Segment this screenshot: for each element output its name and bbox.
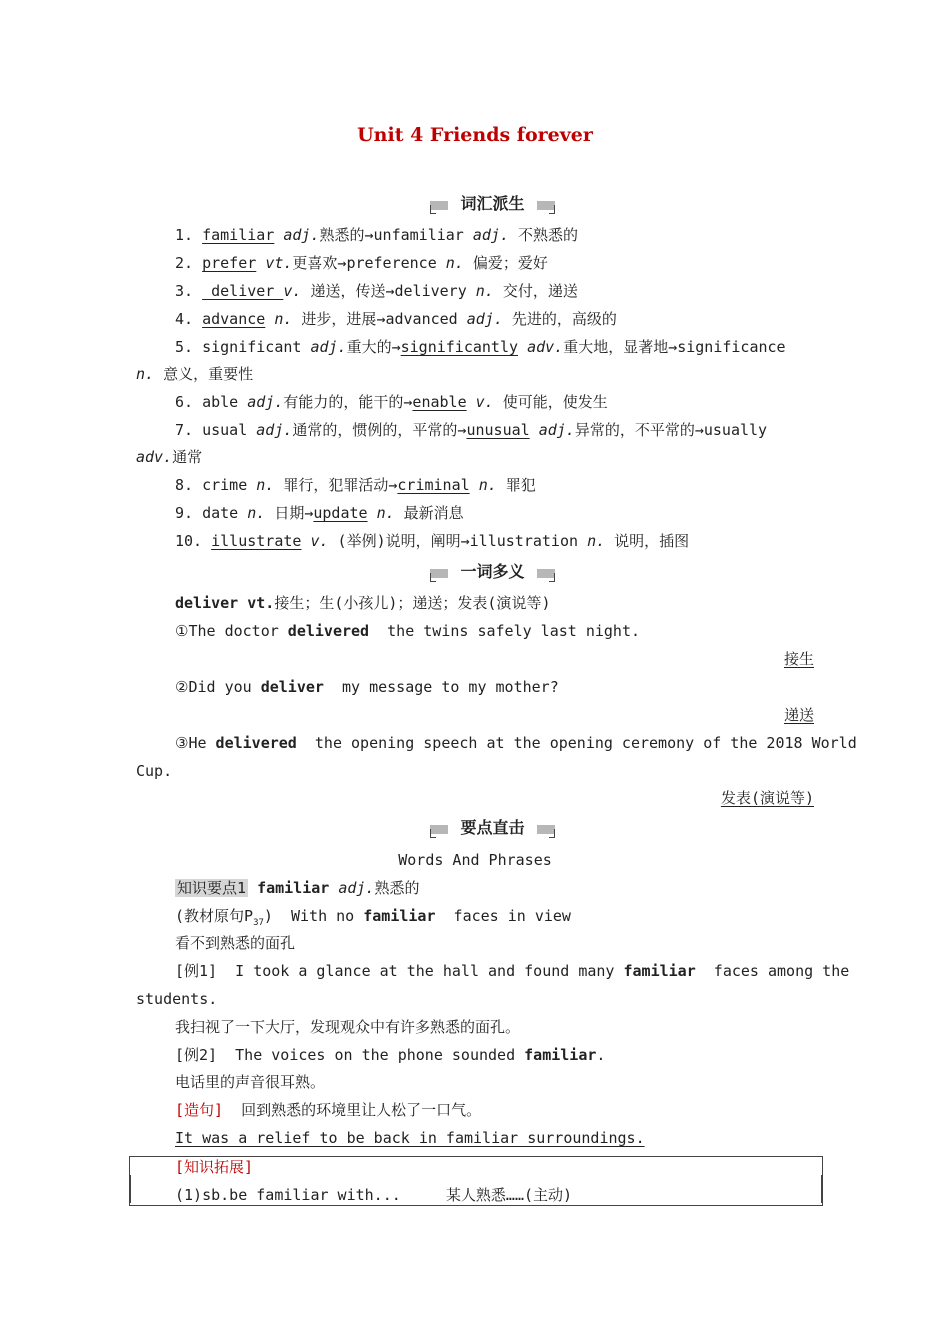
- polysemy-example-1: ①The doctor delivered the twins safely last night.: [175, 622, 641, 640]
- make-sentence: [造句] 回到熟悉的环境里让人松了一口气。: [175, 1101, 482, 1119]
- knowledge-tag: 知识要点1: [177, 879, 247, 897]
- polysemy-example-2: ②Did you deliver my message to my mother?: [175, 678, 559, 696]
- section-banner-vocab: [430, 194, 555, 216]
- vocab-item-6: 6. able adj.有能力的，能干的→enable v. 使可能，使发生: [175, 393, 608, 411]
- vocab-item-4: 4. advance n. 进步，进展→advanced adj. 先进的，高级的: [175, 310, 617, 328]
- polysemy-answer-2: 递送: [783, 706, 814, 724]
- knowledge-point-1: 知识要点1 familiar adj.熟悉的: [177, 879, 420, 897]
- vocab-item-7-cont: adv.通常: [136, 448, 203, 466]
- section-label: 一词多义: [448, 562, 537, 584]
- vocab-item-2: 2. prefer vt.更喜欢→preference n. 偏爱；爱好: [175, 254, 548, 272]
- make-sentence-tag: [造句]: [175, 1101, 224, 1119]
- polysemy-answer-1: 接生: [783, 650, 814, 668]
- example-2: [例2] The voices on the phone sounded familiar.: [175, 1046, 606, 1064]
- extension-tag: [知识拓展]: [175, 1158, 254, 1176]
- vocab-item-5: 5. significant adj.重大的→significantly adv.重大地，显著地→significance: [175, 338, 786, 356]
- vocab-item-5-cont: n. 意义，重要性: [136, 365, 254, 383]
- keypoints-subtitle: Words And Phrases: [398, 851, 552, 869]
- example-1-cont: students.: [136, 990, 218, 1008]
- polysemy-head: deliver vt.接生；生(小孩儿)；递送；发表(演说等): [175, 594, 551, 612]
- vocab-item-1: 1. familiar adj.熟悉的→unfamiliar adj. 不熟悉的: [175, 226, 579, 244]
- page-title: Unit 4 Friends forever: [357, 124, 593, 146]
- vocab-item-7: 7. usual adj.通常的，惯例的，平常的→unusual adj.异常的，不平常的→usually: [175, 421, 768, 439]
- vocab-item-9: 9. date n. 日期→update n. 最新消息: [175, 504, 464, 522]
- section-label: 词汇派生: [448, 194, 537, 216]
- section-banner-keypoints: [430, 818, 555, 840]
- section-label: 要点直击: [448, 818, 537, 840]
- example-1-cn: 我扫视了一下大厅，发现观众中有许多熟悉的面孔。: [175, 1018, 521, 1036]
- section-banner-polysemy: [430, 562, 555, 584]
- polysemy-example-3-cont: Cup.: [136, 762, 173, 780]
- example-2-cn: 电话里的声音很耳熟。: [175, 1073, 326, 1091]
- make-sentence-answer: It was a relief to be back in familiar surroundings.: [175, 1129, 645, 1147]
- vocab-item-3: 3. deliver v. 递送，传送→delivery n. 交付，递送: [175, 282, 578, 300]
- vocab-item-8: 8. crime n. 罪行，犯罪活动→criminal n. 罪犯: [175, 476, 536, 494]
- extension-item-1: (1)sb.be familiar with... 某人熟悉……(主动): [175, 1186, 573, 1204]
- source-sentence: (教材原句$P_{37}$) With no familiar faces in view: [175, 907, 571, 928]
- polysemy-example-3: ③He delivered the opening speech at the opening ceremony of the 2018 World: [175, 734, 857, 752]
- polysemy-answer-3: 发表(演说等): [720, 789, 814, 807]
- vocab-item-10: 10. illustrate v. (举例)说明，阐明→illustration n. 说明，插图: [175, 532, 690, 550]
- source-sentence-cn: 看不到熟悉的面孔: [175, 934, 296, 952]
- example-1: [例1] I took a glance at the hall and found many familiar faces among the: [175, 962, 850, 980]
